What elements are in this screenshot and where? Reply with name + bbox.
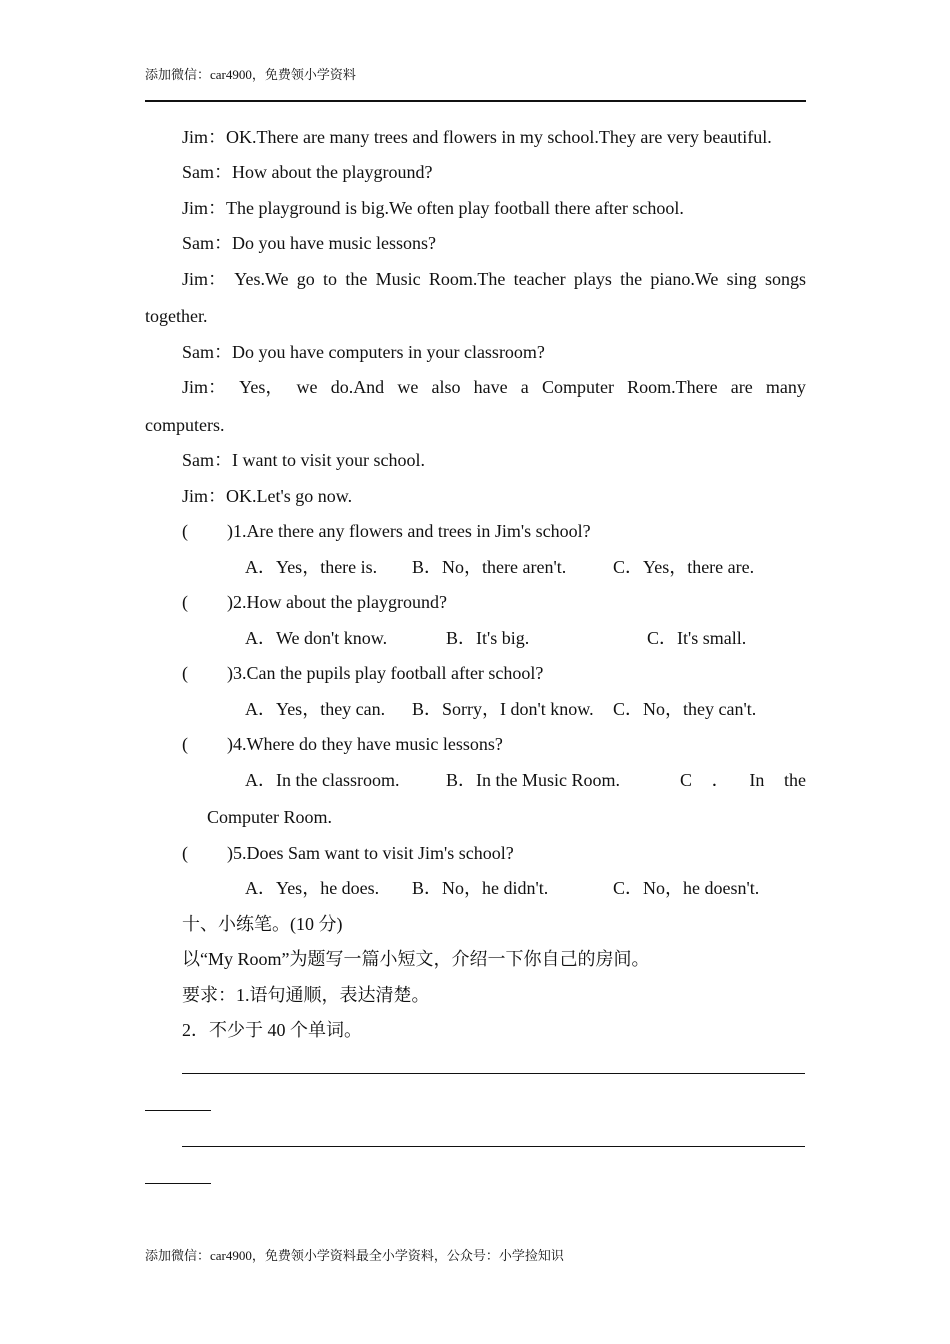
question-1	[182, 519, 591, 543]
dialogue-line-2: Sam：How about the playground?	[182, 162, 433, 182]
writing-line[interactable]	[182, 1146, 805, 1147]
word: are	[730, 377, 753, 397]
q1-option-c: C．Yes，there are.	[613, 557, 755, 577]
word: Jim：	[182, 269, 227, 289]
requirement-1: 要求：1.语句通顺，表达清楚。	[182, 985, 430, 1005]
word: Yes，	[239, 377, 284, 397]
answer-paren: (	[182, 734, 188, 754]
dialogue-line-7-cont: computers.	[145, 415, 225, 435]
answer-paren: (	[182, 843, 188, 863]
dialogue-line-7	[182, 375, 806, 399]
question-2	[182, 590, 447, 614]
word: we	[397, 377, 419, 397]
word: sing	[726, 269, 757, 289]
q1-option-a: A．Yes，there is.	[245, 557, 378, 577]
dialogue-line-9: Jim：OK.Let's go now.	[182, 486, 353, 506]
dialogue-line-1: Jim：OK.There are many trees and flowers in my school.They are very beautiful.	[182, 127, 772, 147]
word: ．	[711, 770, 730, 790]
dialogue-line-3: Jim：The playground is big.We often play football there after school.	[182, 198, 684, 218]
word: Jim：	[182, 377, 227, 397]
q2-option-c: C．It's small.	[647, 628, 747, 648]
q4-option-b: B．In the Music Room.	[446, 770, 620, 790]
word: have	[473, 377, 508, 397]
word: C	[680, 770, 693, 790]
requirement-2: 2．不少于 40 个单词。	[182, 1020, 362, 1040]
word: the	[345, 269, 368, 289]
question-4	[182, 732, 503, 756]
word: Yes.We	[234, 269, 289, 289]
dialogue-line-5-cont: together.	[145, 306, 208, 326]
word: plays	[573, 269, 612, 289]
header-rule	[145, 100, 806, 102]
answer-paren: (	[182, 592, 188, 612]
q3-option-b: B．Sorry，I don't know.	[412, 699, 594, 719]
word: to	[323, 269, 338, 289]
question-text: )2.How about the playground?	[227, 592, 447, 612]
question-5	[182, 841, 514, 865]
word: go	[296, 269, 315, 289]
q2-option-b: B．It's big.	[446, 628, 530, 648]
question-text: )5.Does Sam want to visit Jim's school?	[227, 843, 514, 863]
word: we	[296, 377, 318, 397]
q3-option-c: C．No，they can't.	[613, 699, 757, 719]
word: Computer	[541, 377, 614, 397]
q5-option-c: C．No，he doesn't.	[613, 878, 760, 898]
q4-option-c-cont: Computer Room.	[207, 807, 332, 827]
word: songs	[764, 269, 806, 289]
writing-line[interactable]	[145, 1183, 211, 1184]
section-title: 十、小练笔。(10 分)	[182, 914, 343, 934]
q4-option-c	[680, 768, 806, 792]
q1-option-b: B．No，there aren't.	[412, 557, 567, 577]
q5-option-a: A．Yes，he does.	[245, 878, 380, 898]
question-text: )1.Are there any flowers and trees in Jim's school?	[227, 521, 591, 541]
question-3	[182, 661, 543, 685]
word: piano.We	[650, 269, 719, 289]
word: a	[520, 377, 529, 397]
answer-paren: (	[182, 521, 188, 541]
page-footer: 添加微信：car4900，免费领小学资料最全小学资料，公众号：小学捡知识	[145, 1248, 564, 1263]
word: teacher	[513, 269, 566, 289]
question-text: )4.Where do they have music lessons?	[227, 734, 503, 754]
word: also	[431, 377, 461, 397]
q4-option-a: A．In the classroom.	[245, 770, 400, 790]
writing-line[interactable]	[145, 1110, 211, 1111]
word: do.And	[330, 377, 385, 397]
q5-option-b: B．No，he didn't.	[412, 878, 549, 898]
dialogue-line-5	[182, 267, 806, 291]
answer-paren: (	[182, 663, 188, 683]
q3-option-a: A．Yes，they can.	[245, 699, 386, 719]
question-text: )3.Can the pupils play football after school?	[227, 663, 544, 683]
word: Room.The	[428, 269, 506, 289]
dialogue-line-8: Sam：I want to visit your school.	[182, 450, 425, 470]
dialogue-line-4: Sam：Do you have music lessons?	[182, 233, 436, 253]
word: Room.There	[627, 377, 718, 397]
word: Music	[375, 269, 421, 289]
page-header: 添加微信：car4900，免费领小学资料	[145, 67, 356, 82]
writing-prompt: 以“My Room”为题写一篇小短文，介绍一下你自己的房间。	[182, 949, 650, 969]
word: the	[620, 269, 643, 289]
dialogue-line-6: Sam：Do you have computers in your classroom?	[182, 342, 545, 362]
word: In	[749, 770, 765, 790]
writing-line[interactable]	[182, 1073, 805, 1074]
q2-option-a: A．We don't know.	[245, 628, 388, 648]
word: many	[765, 377, 806, 397]
word: the	[783, 770, 806, 790]
